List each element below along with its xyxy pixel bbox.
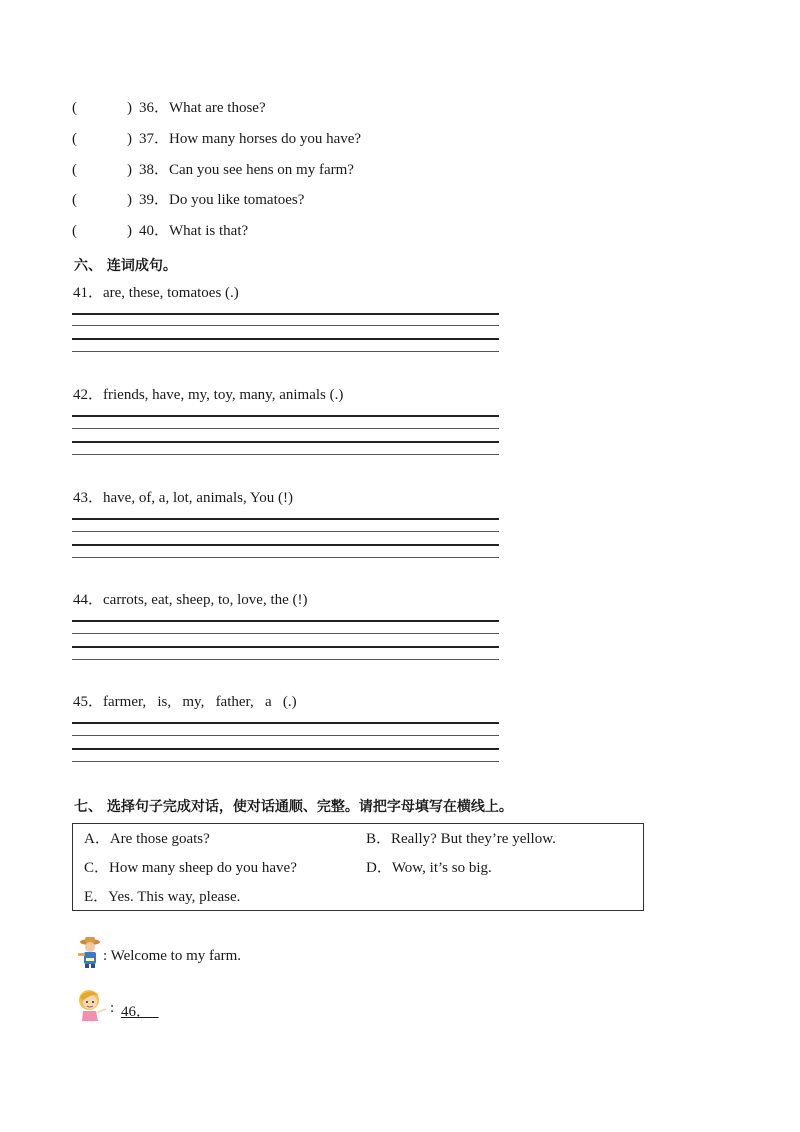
option-b: B．Really? But they’re yellow. <box>366 831 556 847</box>
writing-guide-line <box>72 454 499 455</box>
writing-guide-line <box>72 659 499 660</box>
answer-paren-close: ) <box>127 192 132 208</box>
option-c: C．How many sheep do you have? <box>84 860 297 876</box>
sentence-prompt: 44．carrots, eat, sheep, to, love, the (!) <box>73 592 308 608</box>
section-title: 七、 选择句子完成对话，使对话通顺、完整。请把字母填写在横线上。 <box>74 799 513 815</box>
question-text: 39．Do you like tomatoes? <box>139 192 305 208</box>
answer-paren-open: ( <box>72 223 77 239</box>
question-text: 38．Can you see hens on my farm? <box>139 162 354 178</box>
writing-line[interactable] <box>72 722 499 724</box>
question-text: 37．How many horses do you have? <box>139 131 362 147</box>
farmer-avatar-icon <box>75 936 105 968</box>
writing-guide-line <box>72 557 499 558</box>
writing-guide-line <box>72 531 499 532</box>
answer-paren-open: ( <box>72 131 77 147</box>
writing-guide-line <box>72 325 499 326</box>
answer-blank-46[interactable] <box>121 1000 159 1021</box>
writing-line[interactable] <box>72 313 499 315</box>
writing-line[interactable] <box>72 441 499 443</box>
writing-line[interactable] <box>72 415 499 417</box>
writing-guide-line <box>72 633 499 634</box>
question-text: 36．What are those? <box>139 100 266 116</box>
writing-guide-line <box>72 761 499 762</box>
sentence-prompt: 43．have, of, a, lot, animals, You (!) <box>73 490 293 506</box>
options-box <box>72 823 644 911</box>
dialog-colon: : <box>110 1000 115 1016</box>
option-a: A．Are those goats? <box>84 831 210 847</box>
writing-guide-line <box>72 735 499 736</box>
dialog-line-farmer: : Welcome to my farm. <box>103 948 242 964</box>
writing-guide-line <box>72 428 499 429</box>
answer-paren-open: ( <box>72 192 77 208</box>
answer-paren-close: ) <box>127 131 132 147</box>
answer-paren-close: ) <box>127 162 132 178</box>
answer-paren-close: ) <box>127 223 132 239</box>
answer-paren-close: ) <box>127 100 132 116</box>
writing-line[interactable] <box>72 620 499 622</box>
blank-number: 46． <box>121 1004 152 1020</box>
writing-line[interactable] <box>72 338 499 340</box>
writing-line[interactable] <box>72 544 499 546</box>
writing-guide-line <box>72 351 499 352</box>
question-text: 40．What is that? <box>139 223 249 239</box>
sentence-prompt: 45．farmer, is, my, father, a (.) <box>73 694 297 710</box>
answer-paren-open: ( <box>72 162 77 178</box>
answer-paren-open: ( <box>72 100 77 116</box>
option-d: D．Wow, it’s so big. <box>366 860 492 876</box>
writing-line[interactable] <box>72 646 499 648</box>
section-title: 六、 连词成句。 <box>74 258 177 274</box>
option-e: E．Yes. This way, please. <box>84 889 241 905</box>
writing-line[interactable] <box>72 748 499 750</box>
writing-line[interactable] <box>72 518 499 520</box>
girl-avatar-icon <box>74 987 110 1023</box>
sentence-prompt: 42．friends, have, my, toy, many, animals (.) <box>73 387 344 403</box>
sentence-prompt: 41．are, these, tomatoes (.) <box>73 285 239 301</box>
